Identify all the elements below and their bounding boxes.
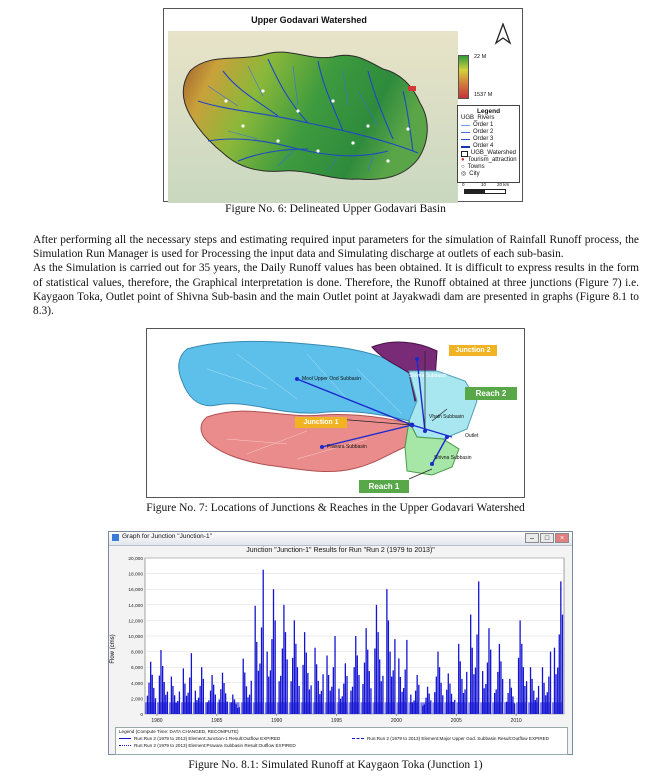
data-bar-base (181, 702, 192, 714)
data-bar-base (301, 702, 312, 714)
scale-tick-label: 0 (462, 182, 465, 187)
data-bar-spike (476, 634, 477, 714)
legend-entry: Run:Run 2 (1979 to 2013) Element:Junction-1 Result:Outflow EXPIRED (119, 736, 280, 741)
window-titlebar[interactable] (109, 532, 572, 546)
data-bar-base (420, 702, 431, 714)
data-bar-spike (562, 615, 563, 714)
north-arrow-icon (494, 23, 512, 45)
x-tick-label: 2000 (390, 718, 402, 724)
data-bar-base (229, 702, 240, 714)
north-subbasin-label: Shivna Subbasin (409, 373, 447, 379)
y-tick-label: 6,000 (130, 666, 143, 672)
minimize-button[interactable]: – (525, 533, 539, 543)
window-title: Graph for Junction "Junction-1" (122, 533, 212, 540)
body-text (33, 233, 639, 318)
y-tick-label: 16,000 (128, 588, 143, 594)
legend-header: Legend (Compute Time: DATA CHANGED, RECOMPUTE) (119, 729, 239, 734)
figure-7-caption: Figure No. 7: Locations of Junctions & Reaches in the Upper Godavari Watershed (146, 502, 525, 514)
mid-subbasin-label: Vhain Subbasin (429, 414, 465, 420)
data-bar-spike (334, 636, 335, 714)
legend-entry: Run:Run 2 (1979 to 2013) Element:Major Upper God. Subbasin Result:Outflow EXPIRED (352, 736, 549, 741)
scale-tick-label: 10 (481, 182, 487, 187)
data-bar-spike (560, 581, 561, 714)
data-bar-base (289, 702, 300, 714)
runoff-chart (109, 554, 572, 726)
shivna-subbasin-label: Shivna Subbasin (434, 455, 472, 461)
x-tick-label: 1985 (211, 718, 223, 724)
map-legend (457, 105, 520, 183)
data-bar-spike (470, 615, 471, 714)
x-tick-label: 2010 (510, 718, 522, 724)
data-bar-spike (294, 620, 295, 714)
y-tick-label: 2,000 (130, 697, 143, 703)
data-bar-base (480, 702, 491, 714)
y-tick-label: 8,000 (130, 650, 143, 656)
figure-7-map (146, 328, 525, 498)
window-app-icon (112, 534, 119, 541)
map-title: Upper Godavari Watershed (251, 15, 367, 25)
graph-window (108, 531, 573, 755)
data-bar-spike (559, 634, 560, 714)
paragraph: After performing all the necessary steps and estimating required input parameters for the simulation of Rainfall Runoff process, the Simulation Run Manager is used for Processing the input data and Simulating discharge at outlets of each sub-basin. (33, 234, 639, 261)
x-tick-label: 1980 (151, 718, 163, 724)
y-tick-label: 4,000 (130, 681, 143, 687)
legend-item: Order 3 (461, 136, 516, 143)
data-bar-base (145, 702, 156, 714)
data-bar-spike (263, 570, 264, 714)
legend-item: Order 1 (461, 122, 516, 129)
data-bar-base (504, 702, 515, 714)
data-bar-base (468, 702, 479, 714)
data-bar-spike (304, 632, 305, 714)
legend-item: Order 4 (461, 143, 516, 150)
y-tick-label: 12,000 (128, 619, 143, 625)
data-bar-base (396, 702, 407, 714)
data-bar-base (313, 702, 324, 714)
reach-1-label: Reach 1 (359, 480, 409, 493)
data-bar-base (337, 702, 348, 714)
chart-legend (115, 727, 568, 755)
maximize-button[interactable]: □ (540, 533, 554, 543)
data-bar-base (552, 702, 563, 714)
y-tick-label: 0 (140, 713, 143, 718)
scale-tick-label: 20 km (497, 182, 510, 187)
data-bar-spike (275, 620, 276, 714)
data-bar-base (492, 702, 503, 714)
y-tick-label: 20,000 (128, 557, 143, 562)
y-tick-label: 10,000 (128, 635, 143, 640)
chart-title: Junction "Junction-1" Results for Run "Run 2 (1979 to 2013)" (246, 547, 435, 554)
pravara-subbasin-label: Pravara Subbasin (327, 444, 367, 450)
data-bar-base (432, 702, 443, 714)
data-bar-base (253, 702, 264, 714)
data-bar-base (444, 702, 455, 714)
junction-1-label: Junction 1 (295, 417, 347, 428)
elevation-high-label: 1537 M (474, 92, 493, 98)
data-bar-spike (386, 589, 387, 714)
legend-item: ○ Towns (461, 164, 485, 170)
data-bar-base (241, 702, 252, 714)
data-bar-base (277, 702, 288, 714)
data-bar-base (528, 702, 539, 714)
figure-8-1-caption: Figure No. 8.1: Simulated Runoff at Kaygaon Toka (Junction 1) (188, 759, 483, 771)
data-bar-base (205, 702, 216, 714)
data-bar-spike (366, 628, 367, 714)
legend-item: Order 2 (461, 129, 516, 136)
data-bar-spike (261, 627, 262, 714)
data-bar-base (372, 702, 383, 714)
x-tick-label: 2005 (450, 718, 462, 724)
data-bar-spike (283, 605, 284, 714)
junction-2-label: Junction 2 (449, 345, 497, 356)
legend-title: Legend (476, 108, 501, 115)
data-bar-base (516, 702, 527, 714)
data-bar-spike (519, 620, 520, 714)
data-bar-base (193, 702, 204, 714)
data-bar-base (384, 702, 395, 714)
paragraph: As the Simulation is carried out for 35 years, the Daily Runoff values has been obtained. It is difficult to express results in the form of statistical values, therefore, the Graphical interpretation is done. Therefore, the Runoff obtained at three junctions (Figure 7) i.e. Kaygaon Toka, Outlet point of Shivna Sub-basin and the main Outlet point at Jayakwadi dam are presented in graphs (Figure 8.1 to 8.3). (33, 262, 639, 318)
data-bar-spike (376, 605, 377, 714)
data-bar-base (169, 702, 180, 714)
west-subbasin-label: Mool Upper Ood Subbasin (302, 376, 361, 382)
y-tick-label: 18,000 (128, 572, 143, 578)
data-bar-base (157, 702, 168, 714)
data-bar-spike (355, 636, 356, 714)
legend-item: ● Tourism_attraction (461, 157, 517, 163)
legend-entry: Run:Run 2 (1979 to 2013) Element:Pravara Subbasin Result:Outflow EXPIRED (119, 743, 296, 748)
data-bar-spike (488, 628, 489, 714)
scale-bar (464, 189, 506, 194)
x-tick-label: 1990 (271, 718, 283, 724)
data-bar-base (360, 702, 371, 714)
y-axis-label: Flow (cms) (110, 634, 116, 664)
data-bar-spike (273, 589, 274, 714)
legend-item: UGB_Watershed (461, 150, 516, 157)
legend-item: UGB_Rivers (461, 115, 495, 121)
data-bar-base (349, 702, 360, 714)
data-bar-spike (255, 606, 256, 714)
outlet-label: Outlet (465, 433, 479, 439)
data-bar-base (408, 702, 419, 714)
data-bar-base (217, 702, 228, 714)
basin-map (168, 31, 458, 203)
data-bar-spike (377, 632, 378, 714)
data-bar-spike (285, 632, 286, 714)
x-tick-label: 1995 (330, 718, 343, 724)
elevation-low-label: 22 M (474, 54, 487, 60)
elevation-color-bar (458, 55, 469, 99)
legend-item: ◎ City (461, 171, 480, 177)
reach-2-label: Reach 2 (465, 387, 517, 400)
data-bar-spike (388, 620, 389, 714)
data-bar-base (456, 702, 467, 714)
figure-6-map (163, 8, 523, 202)
data-bar-base (540, 702, 551, 714)
data-bar-spike (478, 581, 479, 714)
y-tick-label: 14,000 (128, 603, 143, 609)
data-bar-base (265, 702, 276, 714)
figure-6-caption: Figure No. 6: Delineated Upper Godavari Basin (225, 203, 446, 215)
data-bar-base (325, 702, 336, 714)
close-button[interactable]: × (555, 533, 569, 543)
